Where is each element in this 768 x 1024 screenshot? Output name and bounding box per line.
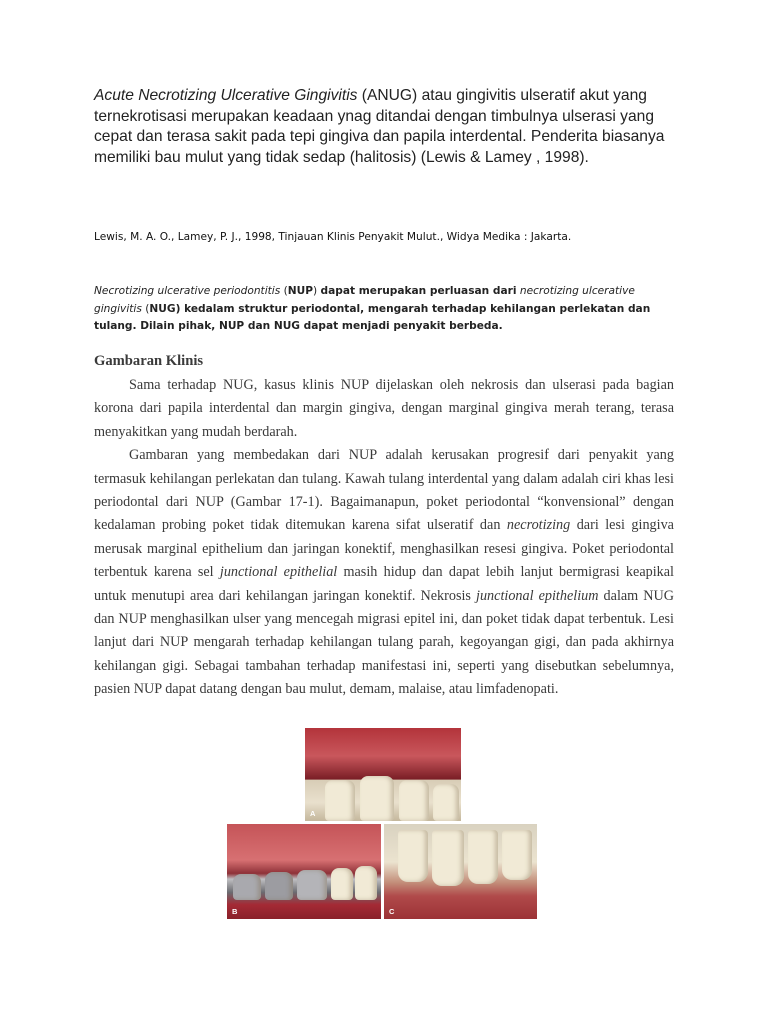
italic-term: junctional epithelial bbox=[219, 564, 338, 581]
tooth bbox=[502, 830, 532, 880]
figure-label-b: B bbox=[232, 907, 238, 916]
figure-label-a: A bbox=[310, 809, 316, 818]
text-span: dari lesi gingiva merusak marginal epithelium dan jaringan konektif, menghasilkan resesi gingiva. Poket periodontal terbentuk karena sel bbox=[94, 517, 674, 581]
body-paragraph-2 bbox=[94, 444, 674, 701]
text-bold: NUG) kedalam struktur periodontal, mengarah terhadap kehilangan perlekatan dan tulang. Dilain pihak, NUP dan NUG dapat menjadi penyakit berbeda. bbox=[94, 302, 651, 332]
clinical-photo-c bbox=[384, 824, 537, 919]
tooth bbox=[331, 868, 353, 900]
clinical-photo-b bbox=[227, 824, 381, 919]
text-span: ( bbox=[141, 302, 150, 315]
reference-citation: Lewis, M. A. O., Lamey, P. J., 1998, Tinjauan Klinis Penyakit Mulut., Widya Medika : Jakarta. bbox=[94, 231, 572, 243]
clinical-photo-a bbox=[305, 728, 461, 821]
figure-label-c: C bbox=[389, 907, 395, 916]
intro-paragraph bbox=[94, 86, 684, 168]
body-paragraph-1: Sama terhadap NUG, kasus klinis NUP dijelaskan oleh nekrosis dan ulserasi pada bagian korona dari papila interdental dan margin gingiva, dengan marginal gingiva merah terang, terasa menyakitkan yang mudah berdarah. bbox=[94, 377, 674, 440]
tooth bbox=[325, 780, 355, 821]
tooth bbox=[398, 830, 428, 882]
tooth bbox=[399, 780, 429, 821]
section-heading: Gambaran Klinis bbox=[94, 353, 204, 369]
tooth bbox=[233, 874, 261, 900]
tooth bbox=[468, 830, 498, 884]
nup-abbr: NUP bbox=[287, 285, 314, 297]
text-span: ( bbox=[280, 285, 288, 297]
text-span: dalam NUG dan NUP menghasilkan ulser yang mencegah migrasi epitel ini, dan poket tidak dapat terbentuk. Lesi lanjut dari NUP mengarah terhadap kehilangan tulang parah, kegoyangan gigi, dan pada akhirnya kehilangan gigi. Sebagai tambahan terhadap manifestasi ini, seperti yang disebutkan sebelumnya, pasien NUP dapat datang dengan bau mulut, demam, malaise, atau limfadenopati. bbox=[94, 587, 675, 698]
intro-term: Acute Necrotizing Ulcerative Gingivitis bbox=[94, 87, 358, 104]
nug-term: necrotizing ulcerative gingivitis bbox=[94, 285, 635, 315]
intro-text: (ANUG) atau gingivitis ulseratif akut yang ternekrotisasi merupakan keadaan ynag ditandai dengan timbulnya ulserasi yang cepat dan terasa sakit pada tepi gingiva dan papila interdental. Penderita biasanya memiliki bau mulut yang tidak sedap (halitosis) (Lewis & Lamey , 1998). bbox=[94, 87, 665, 166]
tooth bbox=[432, 830, 464, 886]
nup-term: Necrotizing ulcerative periodontitis bbox=[94, 285, 281, 297]
text-span: ) bbox=[313, 285, 321, 297]
tooth bbox=[265, 872, 293, 900]
tooth bbox=[433, 784, 459, 821]
tooth bbox=[355, 866, 377, 900]
nup-paragraph bbox=[94, 283, 674, 336]
italic-term: necrotizing bbox=[506, 517, 571, 534]
text-span: Gambaran yang membedakan dari NUP adalah kerusakan progresif dari penyakit yang termasuk kehilangan perlekatan dan tulang. Kawah tulang interdental yang dalam adalah ciri khas lesi periodontal dari NUP (Gambar 17-1). Bagaimanapun, poket periodontal “konvensional” dengan kedalaman probing poket tidak ditemukan karena sifat ulseratif dan bbox=[94, 447, 674, 534]
tooth bbox=[297, 870, 327, 900]
text-bold: dapat merupakan perluasan dari bbox=[320, 285, 517, 297]
text-span: masih hidup dan dapat lebih lanjut bermigrasi keapikal untuk menutupi area dari kehilangan jaringan konektif. Nekrosis bbox=[94, 564, 674, 604]
clinical-description bbox=[94, 374, 674, 702]
tooth bbox=[360, 776, 394, 821]
italic-term: junctional epithelium bbox=[476, 587, 599, 604]
